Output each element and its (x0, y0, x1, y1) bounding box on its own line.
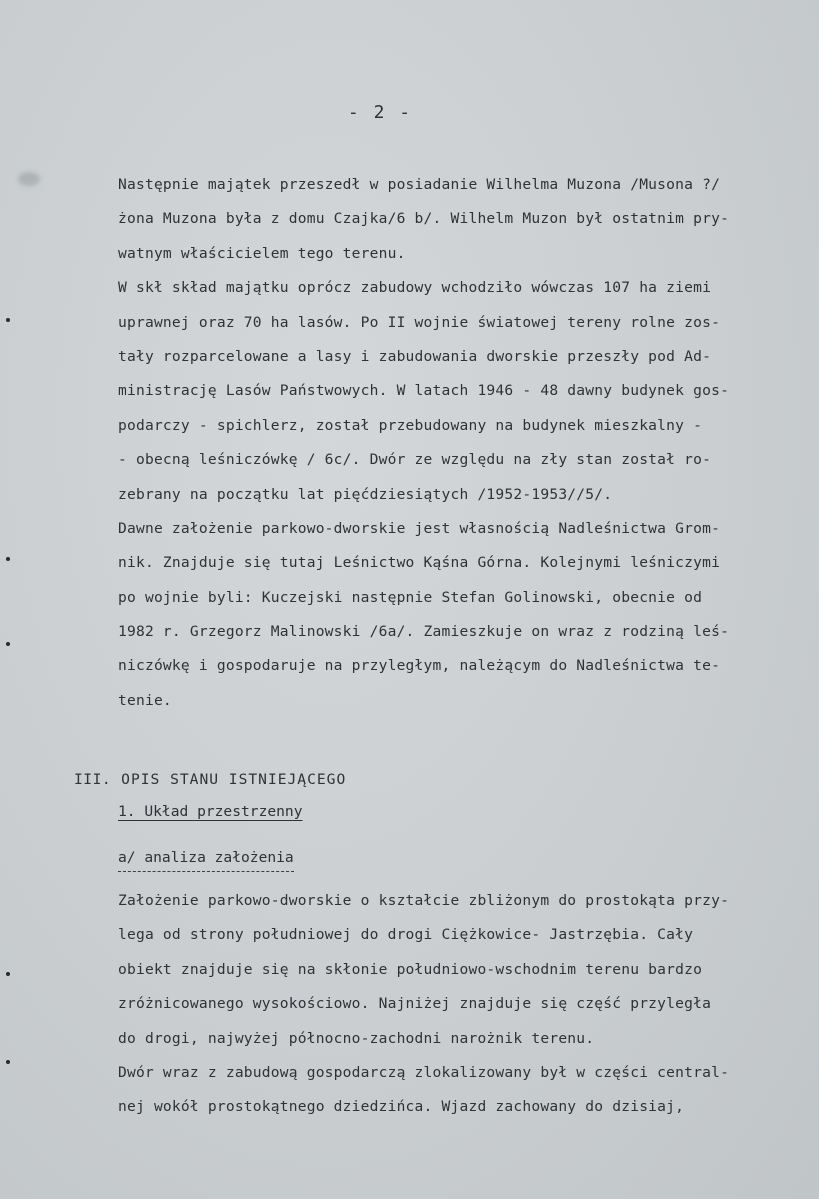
subsection-heading-analysis: a/ analiza założenia (118, 846, 294, 872)
text-line: Dawne założenie parkowo-dworskie jest własnością Nadleśnictwa Grom- (118, 519, 721, 537)
text-line: lega od strony południowej do drogi Ciężkowice- Jastrzębia. Cały (118, 926, 694, 944)
subsection-heading: 1. Układ przestrzenny (118, 803, 303, 820)
margin-mark (6, 557, 10, 561)
text-line: - obecną leśniczówkę / 6c/. Dwór ze względu na zły stan został ro- (118, 451, 712, 469)
section-number: III. (74, 771, 112, 788)
text-line: po wojnie byli: Kuczejski następnie Stefan Golinowski, obecnie od (118, 588, 703, 606)
text-line: ministrację Lasów Państwowych. W latach 1946 - 48 dawny budynek gos- (118, 382, 730, 400)
text-line: nej wokół prostokątnego dziedzińca. Wjazd zachowany do dzisiaj, (118, 1098, 685, 1116)
section-heading (74, 768, 346, 792)
text-line: Dwór wraz z zabudową gospodarczą zlokalizowany był w części central- (118, 1063, 730, 1081)
margin-mark (6, 972, 10, 976)
text-line: nik. Znajduje się tutaj Leśnictwo Kąśna Górna. Kolejnymi leśniczymi (118, 554, 721, 572)
text-line: żona Muzona była z domu Czajka/6 b/. Wilhelm Muzon był ostatnim pry- (118, 210, 730, 228)
text-line: uprawnej oraz 70 ha lasów. Po II wojnie światowej tereny rolne zos- (118, 313, 721, 331)
text-line: Następnie majątek przeszedł w posiadanie Wilhelma Muzona /Musona ?/ (118, 176, 721, 193)
text-line: podarczy - spichlerz, został przebudowany na budynek mieszkalny - (118, 416, 703, 434)
text-line: zróżnicowanego wysokościowo. Najniżej znajduje się część przyległa (118, 995, 712, 1013)
text-line: niczówkę i gospodaruje na przyległym, należącym do Nadleśnictwa te- (118, 657, 721, 675)
page-number: - 2 - (347, 102, 413, 123)
text-line: tały rozparcelowane a lasy i zabudowania dworskie przeszły pod Ad- (118, 347, 712, 365)
section-title: OPIS STANU ISTNIEJĄCEGO (121, 771, 347, 788)
text-line: Założenie parkowo-dworskie o kształcie zbliżonym do prostokąta przy- (118, 892, 730, 909)
paragraph-history (118, 168, 808, 718)
text-line: do drogi, najwyżej północno-zachodni narożnik terenu. (118, 1029, 595, 1047)
text-line: tenie. (118, 691, 172, 709)
text-line: W skł skład majątku oprócz zabudowy wchodziło wówczas 107 ha ziemi (118, 279, 712, 297)
margin-mark (6, 1060, 10, 1064)
text-line: watnym właścicielem tego terenu. (118, 244, 406, 262)
paper-smudge (18, 172, 40, 186)
paragraph-description (118, 884, 808, 1125)
margin-mark (6, 318, 10, 322)
margin-mark (6, 642, 10, 646)
text-line: obiekt znajduje się na skłonie południowo-wschodnim terenu bardzo (118, 960, 703, 978)
text-line: zebrany na początku lat pięćdziesiątych /1952-1953//5/. (118, 485, 613, 503)
text-line: 1982 r. Grzegorz Malinowski /6a/. Zamieszkuje on wraz z rodziną leś- (118, 623, 730, 641)
